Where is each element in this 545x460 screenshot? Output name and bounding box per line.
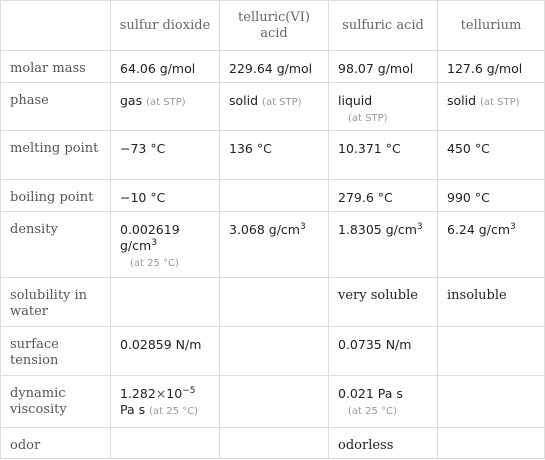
cell-density-tellurium [438, 212, 545, 278]
times-sign: × [155, 386, 167, 401]
cell-odor-sulfur-dioxide [111, 428, 220, 459]
cell-molar-mass-sulfuric-acid: 98.07 g/mol [329, 51, 438, 83]
density-value: 1.8305 g/cm [338, 222, 417, 237]
cell-boiling-tellurium: 990 °C [438, 180, 545, 212]
table-row [1, 180, 545, 212]
column-header-sulfuric-acid: sulfuric acid [329, 1, 438, 51]
cell-phase-sulfuric-acid [329, 83, 438, 131]
density-value: 3.068 g/cm [229, 222, 300, 237]
table-row [1, 327, 545, 376]
density-value: 0.002619 [120, 222, 180, 237]
row-label-molar-mass: molar mass [1, 51, 111, 83]
row-label-phase: phase [1, 83, 111, 131]
density-exponent: 3 [510, 222, 516, 232]
header-row [1, 1, 545, 51]
cell-surface-tension-telluric-acid [220, 327, 329, 376]
cell-melting-sulfuric-acid: 10.371 °C [329, 131, 438, 180]
cell-odor-sulfuric-acid: odorless [329, 428, 438, 459]
cell-viscosity-tellurium [438, 376, 545, 428]
viscosity-note: (at 25 °C) [348, 406, 397, 417]
cell-solubility-sulfur-dioxide [111, 278, 220, 327]
column-header-telluric-acid: telluric(VI) acid [220, 1, 329, 51]
cell-molar-mass-tellurium: 127.6 g/mol [438, 51, 545, 83]
density-exponent: 3 [299, 222, 306, 232]
row-label-density: density [1, 212, 111, 278]
row-label-melting-point: melting point [1, 131, 111, 180]
viscosity-mantissa: 1.282 [120, 386, 156, 401]
cell-solubility-telluric-acid [220, 278, 329, 327]
viscosity-unit: Pa s [120, 402, 146, 417]
table-row [1, 278, 545, 327]
cell-surface-tension-tellurium [438, 327, 545, 376]
cell-surface-tension-sulfur-dioxide: 0.02859 N/m [111, 327, 220, 376]
cell-viscosity-sulfuric-acid [329, 376, 438, 428]
corner-cell [1, 1, 111, 51]
table-row [1, 83, 545, 131]
viscosity-note: (at 25 °C) [149, 406, 199, 417]
phase-note: (at STP) [146, 97, 186, 108]
cell-density-sulfuric-acid [329, 212, 438, 278]
phase-note: (at STP) [348, 113, 388, 124]
density-exponent: 3 [151, 238, 157, 248]
density-value: 6.24 g/cm [447, 222, 511, 237]
cell-molar-mass-sulfur-dioxide: 64.06 g/mol [111, 51, 220, 83]
cell-phase-tellurium [438, 83, 545, 131]
cell-melting-sulfur-dioxide: −73 °C [111, 131, 220, 180]
density-note: (at 25 °C) [130, 258, 179, 269]
phase-value: solid [229, 93, 259, 108]
table-row [1, 376, 545, 428]
phase-value: liquid [338, 93, 373, 108]
cell-surface-tension-sulfuric-acid: 0.0735 N/m [329, 327, 438, 376]
row-label-surface-tension: surface tension [1, 327, 111, 376]
phase-value: solid [447, 93, 477, 108]
cell-solubility-tellurium: insoluble [438, 278, 545, 327]
cell-viscosity-sulfur-dioxide [111, 376, 220, 428]
cell-phase-telluric-acid [220, 83, 329, 131]
density-unit: g/cm [120, 238, 152, 253]
table-row [1, 212, 545, 278]
cell-solubility-sulfuric-acid: very soluble [329, 278, 438, 327]
row-label-dynamic-viscosity: dynamic viscosity [1, 376, 111, 428]
cell-melting-tellurium: 450 °C [438, 131, 545, 180]
table-row [1, 51, 545, 83]
phase-note: (at STP) [262, 97, 302, 108]
viscosity-exponent: −5 [182, 386, 196, 396]
viscosity-base: 10 [166, 386, 183, 401]
phase-note: (at STP) [480, 97, 520, 108]
density-exponent: 3 [416, 222, 423, 232]
cell-boiling-sulfuric-acid: 279.6 °C [329, 180, 438, 212]
row-label-boiling-point: boiling point [1, 180, 111, 212]
cell-molar-mass-telluric-acid: 229.64 g/mol [220, 51, 329, 83]
cell-boiling-sulfur-dioxide: −10 °C [111, 180, 220, 212]
row-label-solubility: solubility in water [1, 278, 111, 327]
cell-boiling-telluric-acid [220, 180, 329, 212]
column-header-tellurium: tellurium [438, 1, 545, 51]
cell-viscosity-telluric-acid [220, 376, 329, 428]
viscosity-value: 0.021 Pa s [338, 386, 403, 401]
cell-phase-sulfur-dioxide [111, 83, 220, 131]
table-row [1, 131, 545, 180]
cell-odor-telluric-acid [220, 428, 329, 459]
cell-odor-tellurium [438, 428, 545, 459]
cell-melting-telluric-acid: 136 °C [220, 131, 329, 180]
cell-density-sulfur-dioxide [111, 212, 220, 278]
phase-value: gas [120, 93, 143, 108]
table-row [1, 428, 545, 459]
cell-density-telluric-acid [220, 212, 329, 278]
column-header-sulfur-dioxide: sulfur dioxide [111, 1, 220, 51]
row-label-odor: odor [1, 428, 111, 459]
